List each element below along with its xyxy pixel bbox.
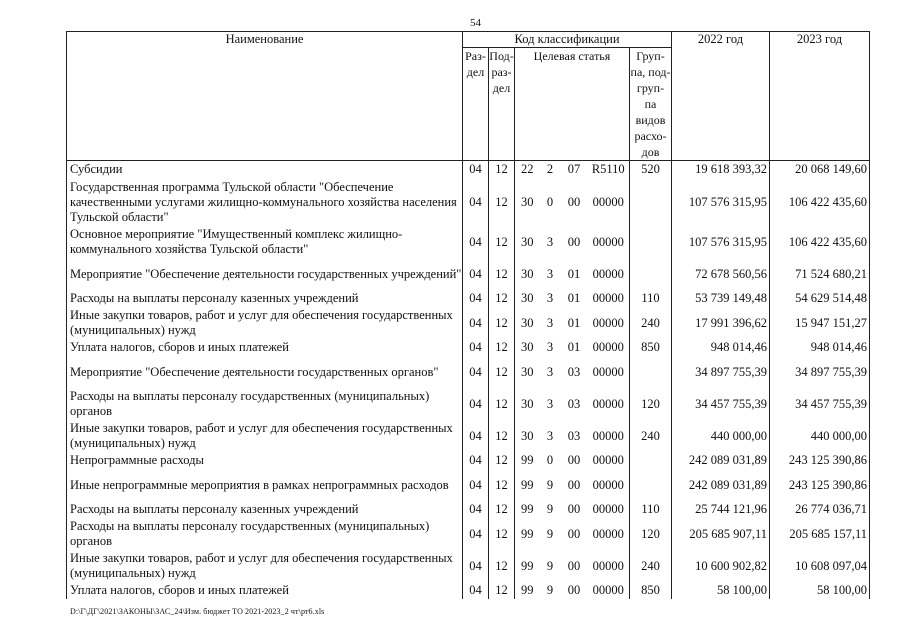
row-podrazdel: 12 [489, 469, 515, 501]
table-row [67, 582, 870, 599]
row-cs-program: 30 [515, 178, 540, 226]
row-cs-subprogram: 0 [546, 194, 554, 209]
row-name: Уплата налогов, сборов и иных платежей [67, 339, 463, 356]
row-podrazdel: 12 [489, 258, 515, 290]
budget-table-wrap [66, 31, 870, 599]
header-year-2022: 2022 год [672, 32, 770, 161]
row-cs-direction: 00000 [592, 340, 624, 354]
row-vid-rashodov: 240 [630, 550, 672, 582]
row-cs-direction: 00000 [592, 453, 624, 467]
row-cs-direction: 00000 [592, 558, 624, 573]
row-cs-event: 07 [567, 162, 581, 176]
row-cs-direction: 00000 [592, 315, 624, 330]
row-sum-2022: 107 576 315,95 [672, 226, 770, 258]
row-cs-event: 01 [567, 266, 581, 281]
header-vid-rashodov: Груп- па, под- груп- па видов расхо- дов [630, 49, 671, 159]
row-podrazdel: 12 [489, 339, 515, 356]
row-cs-subprogram: 3 [546, 266, 554, 281]
footer-file-path: D:\Г\ДГ\2021\ЗАКОНЫ\ЗАС_24\Изм. бюджет ТО 2021-2023_2 чт\рт6.xls [70, 607, 325, 616]
row-cs-program: 99 [515, 582, 540, 599]
row-sum-2023: 243 125 390,86 [770, 452, 870, 469]
row-sum-2023: 58 100,00 [770, 582, 870, 599]
budget-table [66, 31, 870, 599]
header-celevaya-statya: Целевая статья [515, 48, 630, 161]
row-cs-program: 30 [515, 388, 540, 420]
row-cs-event: 01 [567, 340, 581, 354]
row-podrazdel: 12 [489, 420, 515, 452]
row-cs-subprogram: 3 [546, 396, 554, 411]
row-name: Расходы на выплаты персоналу казенных учреждений [67, 501, 463, 518]
row-cs-event: 01 [567, 315, 581, 330]
row-cs-program: 30 [515, 258, 540, 290]
row-sum-2022: 19 618 393,32 [672, 161, 770, 179]
row-podrazdel: 12 [489, 518, 515, 550]
row-cs-subprogram: 3 [546, 291, 554, 305]
row-sum-2023: 20 068 149,60 [770, 161, 870, 179]
table-row [67, 339, 870, 356]
row-vid-rashodov [630, 469, 672, 501]
row-name: Основное мероприятие "Имущественный комплекс жилищно-коммунального хозяйства Тульской области" [67, 226, 463, 258]
row-sum-2023: 71 524 680,21 [770, 258, 870, 290]
row-cs-program: 22 [515, 161, 540, 179]
row-sum-2022: 34 457 755,39 [672, 388, 770, 420]
row-name: Иные закупки товаров, работ и услуг для обеспечения государственных (муниципальных) нужд [67, 420, 463, 452]
row-cs-direction: 00000 [592, 291, 624, 305]
table-row [67, 307, 870, 339]
row-razdel: 04 [463, 258, 489, 290]
row-razdel: 04 [463, 290, 489, 307]
row-cs-program: 99 [515, 469, 540, 501]
row-cs-event: 00 [567, 194, 581, 209]
row-sum-2022: 53 739 149,48 [672, 290, 770, 307]
row-cs-subprogram: 0 [546, 453, 554, 467]
row-podrazdel: 12 [489, 226, 515, 258]
header-razdel: Раз- дел [463, 48, 489, 161]
row-name: Мероприятие "Обеспечение деятельности государственных учреждений" [67, 258, 463, 290]
row-podrazdel: 12 [489, 178, 515, 226]
row-sum-2023: 106 422 435,60 [770, 178, 870, 226]
row-sum-2023: 106 422 435,60 [770, 226, 870, 258]
table-row [67, 388, 870, 420]
row-cs-event: 00 [567, 558, 581, 573]
row-vid-rashodov: 520 [630, 161, 672, 179]
row-razdel: 04 [463, 339, 489, 356]
row-cs-direction: R5110 [591, 162, 625, 176]
row-podrazdel: 12 [489, 452, 515, 469]
row-podrazdel: 12 [489, 388, 515, 420]
row-razdel: 04 [463, 388, 489, 420]
row-vid-rashodov: 850 [630, 582, 672, 599]
row-cs-direction: 00000 [592, 234, 624, 249]
row-vid-rashodov: 120 [630, 388, 672, 420]
row-cs-direction: 00000 [592, 396, 624, 411]
row-cs-program: 99 [515, 518, 540, 550]
row-razdel: 04 [463, 178, 489, 226]
row-podrazdel: 12 [489, 161, 515, 179]
table-row [67, 226, 870, 258]
table-row [67, 550, 870, 582]
row-vid-rashodov: 240 [630, 420, 672, 452]
row-cs-event: 00 [567, 234, 581, 249]
row-cs-subprogram: 3 [546, 364, 554, 379]
table-row [67, 469, 870, 501]
row-name: Расходы на выплаты персоналу казенных учреждений [67, 290, 463, 307]
row-sum-2022: 34 897 755,39 [672, 356, 770, 388]
row-cs-program: 30 [515, 290, 540, 307]
row-cs-event: 03 [567, 364, 581, 379]
row-sum-2023: 26 774 036,71 [770, 501, 870, 518]
row-sum-2022: 948 014,46 [672, 339, 770, 356]
row-cs-subprogram: 9 [546, 477, 554, 492]
row-sum-2023: 440 000,00 [770, 420, 870, 452]
row-sum-2022: 72 678 560,56 [672, 258, 770, 290]
row-razdel: 04 [463, 356, 489, 388]
row-vid-rashodov: 110 [630, 290, 672, 307]
row-vid-rashodov: 120 [630, 518, 672, 550]
row-podrazdel: 12 [489, 582, 515, 599]
row-cs-event: 00 [567, 477, 581, 492]
row-sum-2022: 205 685 907,11 [672, 518, 770, 550]
row-sum-2023: 34 457 755,39 [770, 388, 870, 420]
table-row [67, 356, 870, 388]
header-code-group: Код классификации [463, 32, 672, 48]
table-row [67, 178, 870, 226]
row-sum-2023: 15 947 151,27 [770, 307, 870, 339]
row-cs-event: 01 [567, 291, 581, 305]
row-razdel: 04 [463, 452, 489, 469]
row-cs-program: 30 [515, 307, 540, 339]
row-razdel: 04 [463, 307, 489, 339]
row-razdel: 04 [463, 226, 489, 258]
row-cs-subprogram: 9 [546, 583, 554, 597]
row-name: Непрограммные расходы [67, 452, 463, 469]
row-razdel: 04 [463, 518, 489, 550]
row-name: Иные закупки товаров, работ и услуг для обеспечения государственных (муниципальных) нужд [67, 307, 463, 339]
row-sum-2022: 242 089 031,89 [672, 452, 770, 469]
row-name: Иные закупки товаров, работ и услуг для обеспечения государственных (муниципальных) нужд [67, 550, 463, 582]
row-name: Расходы на выплаты персоналу государственных (муниципальных) органов [67, 388, 463, 420]
row-cs-event: 00 [567, 526, 581, 541]
row-cs-subprogram: 9 [546, 502, 554, 516]
table-row [67, 420, 870, 452]
row-sum-2023: 948 014,46 [770, 339, 870, 356]
row-vid-rashodov [630, 258, 672, 290]
row-sum-2023: 10 608 097,04 [770, 550, 870, 582]
row-cs-subprogram: 3 [546, 340, 554, 354]
row-sum-2023: 205 685 157,11 [770, 518, 870, 550]
row-cs-direction: 00000 [592, 266, 624, 281]
row-name: Мероприятие "Обеспечение деятельности государственных органов" [67, 356, 463, 388]
row-sum-2023: 243 125 390,86 [770, 469, 870, 501]
header-podrazdel: Под- раз- дел [489, 48, 515, 161]
row-name: Уплата налогов, сборов и иных платежей [67, 582, 463, 599]
row-vid-rashodov: 240 [630, 307, 672, 339]
header-year-2023: 2023 год [770, 32, 870, 161]
row-cs-event: 00 [567, 502, 581, 516]
row-sum-2022: 10 600 902,82 [672, 550, 770, 582]
row-cs-direction: 00000 [592, 364, 624, 379]
header-name: Наименование [67, 32, 463, 161]
row-sum-2022: 25 744 121,96 [672, 501, 770, 518]
row-name: Иные непрограммные мероприятия в рамках непрограммных расходов [67, 469, 463, 501]
row-razdel: 04 [463, 501, 489, 518]
table-row [67, 161, 870, 179]
row-razdel: 04 [463, 420, 489, 452]
table-row [67, 518, 870, 550]
table-row [67, 290, 870, 307]
row-name: Расходы на выплаты персоналу государственных (муниципальных) органов [67, 518, 463, 550]
row-cs-event: 00 [567, 583, 581, 597]
row-sum-2023: 34 897 755,39 [770, 356, 870, 388]
row-vid-rashodov [630, 452, 672, 469]
row-cs-direction: 00000 [592, 428, 624, 443]
row-sum-2022: 17 991 396,62 [672, 307, 770, 339]
row-cs-subprogram: 3 [546, 234, 554, 249]
row-name: Государственная программа Тульской области "Обеспечение качественными услугами жилищно-коммунального хозяйства населения Тульской области" [67, 178, 463, 226]
row-cs-program: 30 [515, 356, 540, 388]
row-cs-direction: 00000 [592, 583, 624, 597]
row-cs-direction: 00000 [592, 477, 624, 492]
row-podrazdel: 12 [489, 550, 515, 582]
row-vid-rashodov: 850 [630, 339, 672, 356]
row-cs-subprogram: 2 [546, 162, 554, 176]
row-cs-event: 03 [567, 396, 581, 411]
row-sum-2022: 107 576 315,95 [672, 178, 770, 226]
row-cs-subprogram: 9 [546, 558, 554, 573]
row-razdel: 04 [463, 469, 489, 501]
row-cs-direction: 00000 [592, 526, 624, 541]
row-razdel: 04 [463, 161, 489, 179]
row-cs-program: 30 [515, 420, 540, 452]
row-razdel: 04 [463, 582, 489, 599]
row-razdel: 04 [463, 550, 489, 582]
table-row [67, 501, 870, 518]
row-cs-subprogram: 9 [546, 526, 554, 541]
row-sum-2022: 242 089 031,89 [672, 469, 770, 501]
row-name: Субсидии [67, 161, 463, 179]
row-vid-rashodov [630, 226, 672, 258]
row-vid-rashodov [630, 178, 672, 226]
row-sum-2022: 440 000,00 [672, 420, 770, 452]
row-cs-direction: 00000 [592, 502, 624, 516]
row-cs-subprogram: 3 [546, 428, 554, 443]
table-row [67, 258, 870, 290]
row-cs-event: 03 [567, 428, 581, 443]
row-sum-2022: 58 100,00 [672, 582, 770, 599]
table-body [67, 161, 870, 600]
row-cs-program: 99 [515, 452, 540, 469]
row-podrazdel: 12 [489, 307, 515, 339]
row-cs-subprogram: 3 [546, 315, 554, 330]
row-podrazdel: 12 [489, 290, 515, 307]
row-vid-rashodov: 110 [630, 501, 672, 518]
table-row [67, 452, 870, 469]
row-vid-rashodov [630, 356, 672, 388]
row-podrazdel: 12 [489, 356, 515, 388]
row-cs-program: 99 [515, 501, 540, 518]
row-podrazdel: 12 [489, 501, 515, 518]
row-cs-program: 30 [515, 226, 540, 258]
row-cs-event: 00 [567, 453, 581, 467]
row-cs-program: 30 [515, 339, 540, 356]
row-sum-2023: 54 629 514,48 [770, 290, 870, 307]
page-number: 54 [470, 17, 481, 29]
row-cs-direction: 00000 [592, 194, 624, 209]
row-cs-program: 99 [515, 550, 540, 582]
